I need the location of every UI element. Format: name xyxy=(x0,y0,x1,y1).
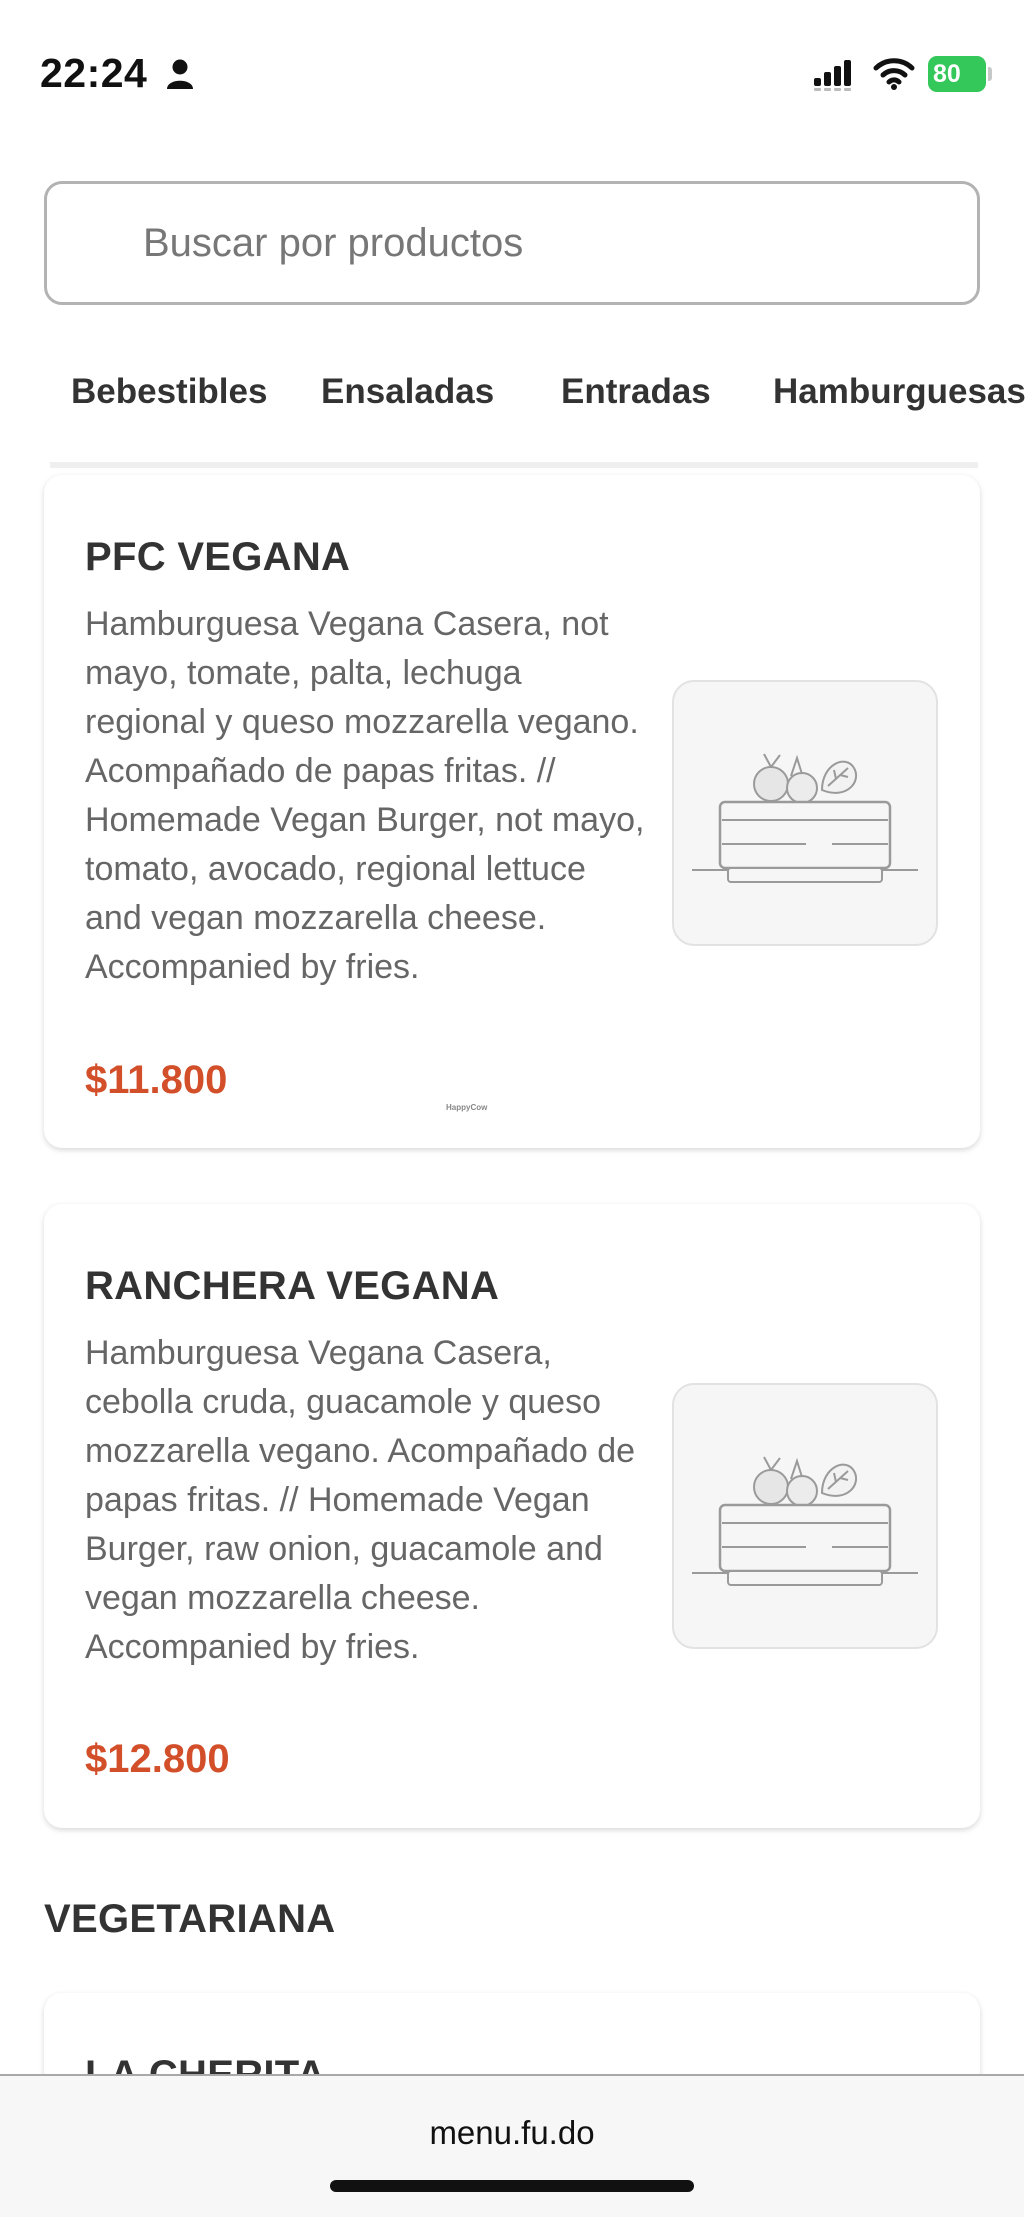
section-title-vegetariana: VEGETARIANA xyxy=(44,1897,336,1941)
battery-charging-icon xyxy=(928,56,992,92)
product-title: PFC VEGANA xyxy=(85,535,351,579)
vegetable-crate-icon xyxy=(674,682,936,944)
person-icon xyxy=(165,58,195,90)
watermark: HappyCow xyxy=(446,1103,488,1112)
status-bar xyxy=(0,0,1024,130)
product-description: Hamburguesa Vegana Casera, cebolla cruda, guacamole y queso mozzarella vegano. Acompañado de papas fritas. // Homemade Vegan Burger, raw onion, guacamole and vegan mozzarella cheese. Accompanied by fries. xyxy=(85,1334,636,1666)
home-indicator[interactable] xyxy=(330,2180,694,2192)
vegetable-crate-icon xyxy=(674,1385,936,1647)
status-time: 22:24 xyxy=(40,50,148,96)
signal-icon xyxy=(812,58,858,92)
product-price: $12.800 xyxy=(85,1737,230,1781)
product-card-ranchera-vegana[interactable] xyxy=(44,1204,980,1828)
product-price: $11.800 xyxy=(85,1058,228,1102)
tab-bebestibles[interactable]: Bebestibles xyxy=(71,372,268,411)
category-tabs xyxy=(0,360,1026,430)
product-description: Hamburguesa Vegana Casera, not mayo, tomate, palta, lechuga regional y queso mozzarella vegano. Acompañado de papas fritas. // Homemade Vegan Burger, not mayo, tomato, avocado, regional lettuce and vegan mozzarella cheese. Accompanied by fries. xyxy=(85,605,645,986)
battery-tip xyxy=(988,67,992,81)
product-image[interactable] xyxy=(672,1383,938,1649)
url-text[interactable]: menu.fu.do xyxy=(429,2114,595,2151)
search-box[interactable] xyxy=(44,181,980,305)
product-title: RANCHERA VEGANA xyxy=(85,1264,500,1308)
product-image[interactable] xyxy=(672,680,938,946)
product-card-pfc-vegana[interactable] xyxy=(44,475,980,1148)
browser-url-bar[interactable] xyxy=(0,2074,1024,2217)
search-input[interactable] xyxy=(143,184,943,302)
tab-hamburguesas[interactable]: Hamburguesas xyxy=(773,372,1026,411)
tabs-divider xyxy=(50,462,978,468)
battery-level: 80 xyxy=(928,56,986,92)
wifi-icon xyxy=(872,55,916,91)
tab-ensaladas[interactable]: Ensaladas xyxy=(321,372,495,411)
tab-entradas[interactable]: Entradas xyxy=(561,372,711,411)
